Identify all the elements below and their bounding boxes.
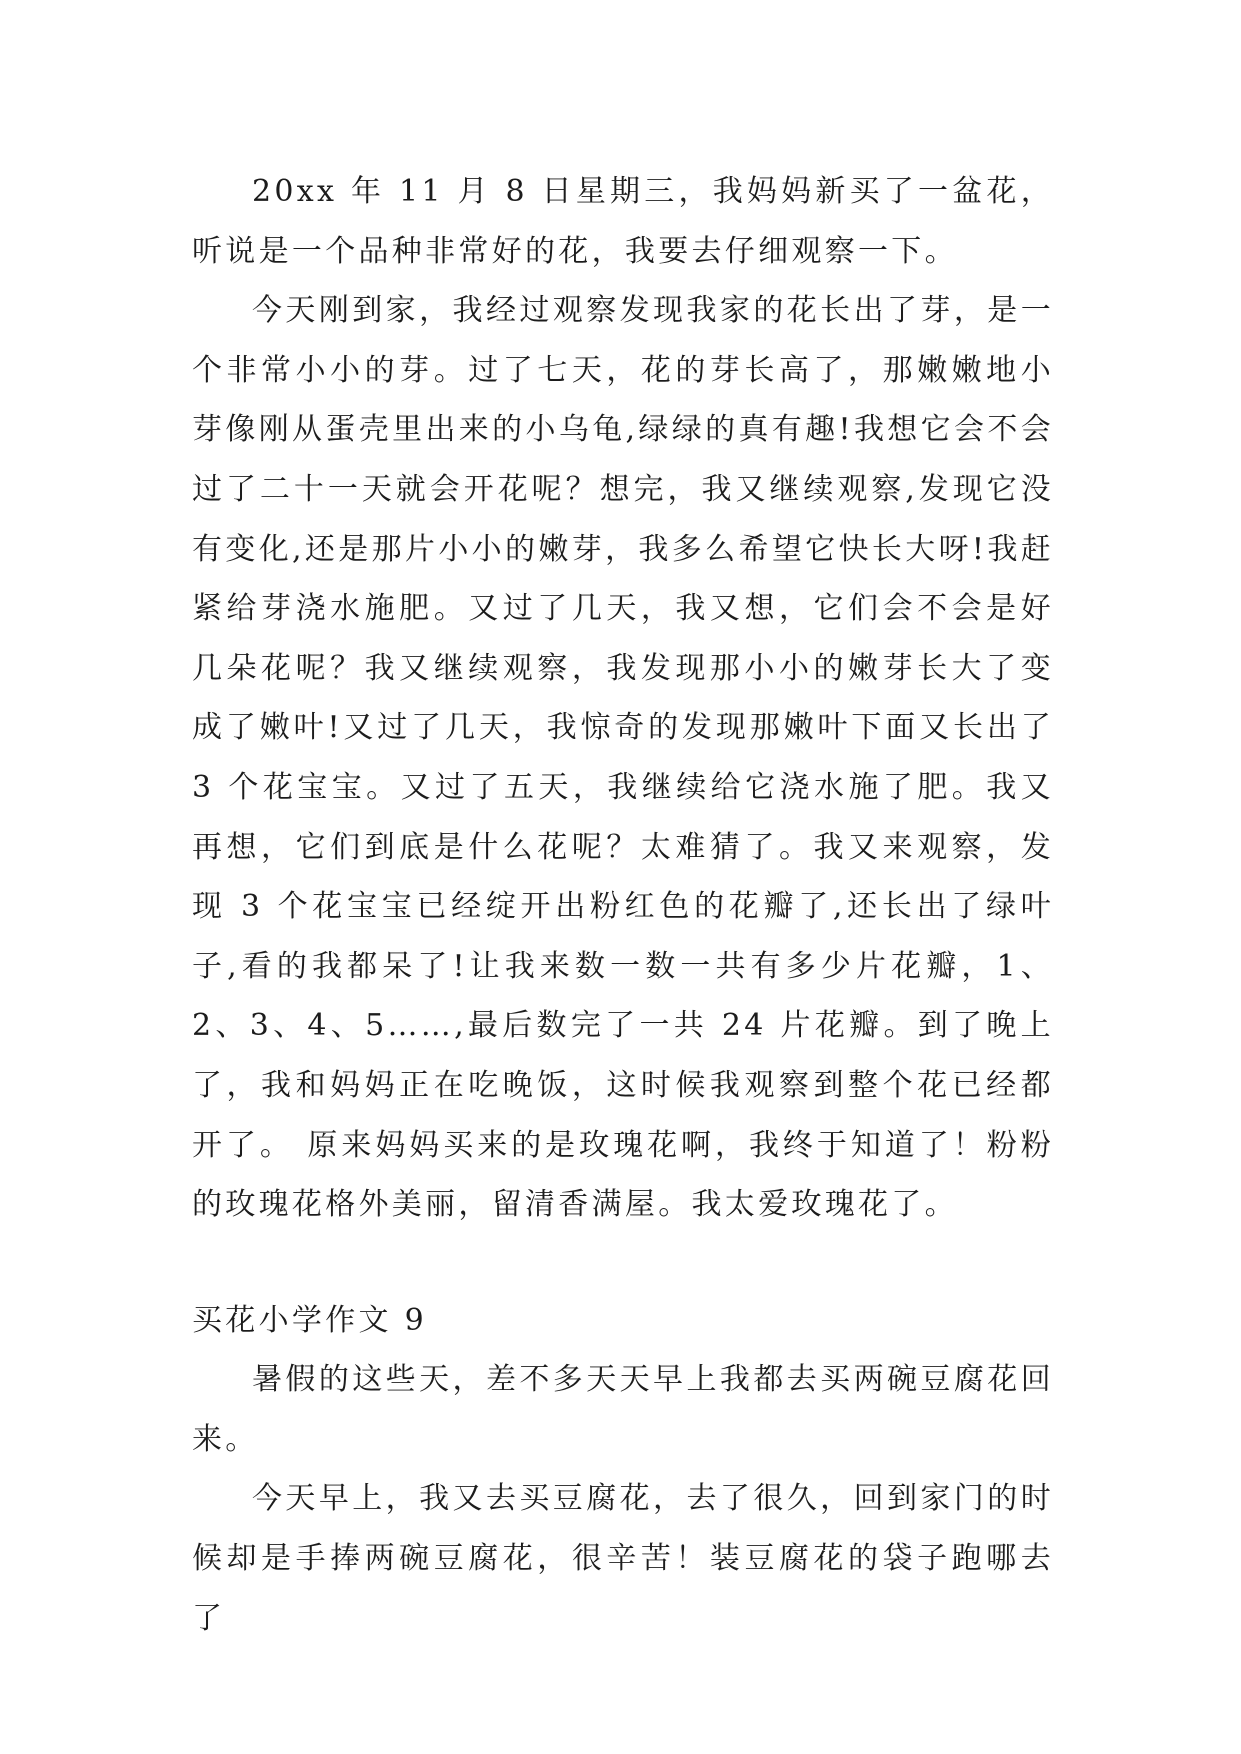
section-heading: 买花小学作文 9	[192, 1302, 428, 1338]
paragraph-observation-intro: 20xx 年 11 月 8 日星期三，我妈妈新买了一盆花，听说是一个品种非常好的花，我要去仔细观察一下。	[192, 174, 1054, 269]
paragraph-summer-story: 今天早上，我又去买豆腐花，去了很久，回到家门的时候却是手捧两碗豆腐花，很辛苦！装豆腐花的袋子跑哪去了	[192, 1481, 1054, 1636]
paragraph-summer-intro: 暑假的这些天，差不多天天早上我都去买两碗豆腐花回来。	[192, 1362, 1054, 1457]
document-body	[192, 162, 1054, 1648]
paragraph-observation-diary: 今天刚到家，我经过观察发现我家的花长出了芽，是一个非常小小的芽。过了七天，花的芽长高了，那嫩嫩地小芽像刚从蛋壳里出来的小乌龟,绿绿的真有趣!我想它会不会过了二十一天就会开花呢？想完，我又继续观察,发现它没有变化,还是那片小小的嫩芽，我多么希望它快长大呀!我赶紧给芽浇水施肥。又过了几天，我又想，它们会不会是好几朵花呢？我又继续观察，我发现那小小的嫩芽长大了变成了嫩叶!又过了几天，我惊奇的发现那嫩叶下面又长出了 3 个花宝宝。又过了五天，我继续给它浇水施了肥。我又再想，它们到底是什么花呢？太难猜了。我又来观察，发现 3 个花宝宝已经绽开出粉红色的花瓣了,还长出了绿叶子,看的我都呆了!让我来数一数一共有多少片花瓣，1、2、3、4、5……,最后数完了一共 24 片花瓣。到了晚上了，我和妈妈正在吃晚饭，这时候我观察到整个花已经都开了。 原来妈妈买来的是玫瑰花啊，我终于知道了！粉粉的玫瑰花格外美丽，留清香满屋。我太爱玫瑰花了。	[192, 293, 1054, 1223]
